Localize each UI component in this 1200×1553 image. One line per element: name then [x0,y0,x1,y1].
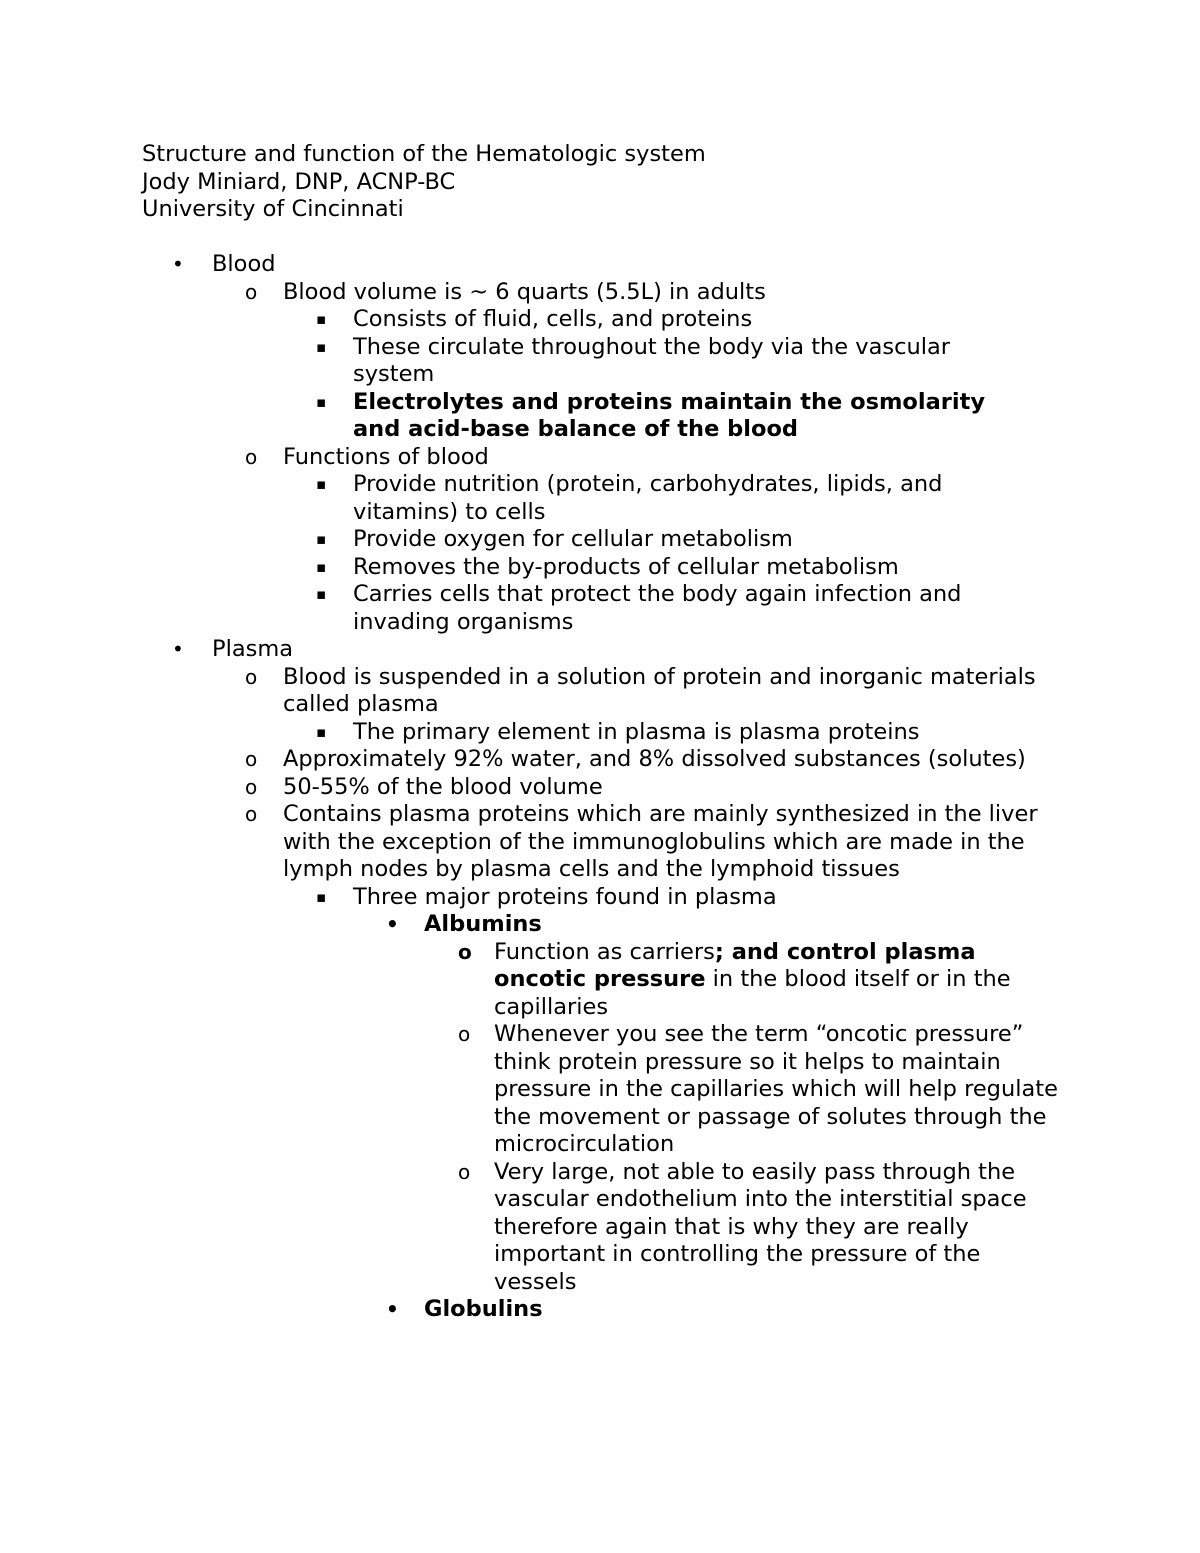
document-author: Jody Miniard, DNP, ACNP-BC [142,168,456,195]
list-item-three-major [0,884,1033,912]
list-item-text: Provide nutrition (protein, carbohydrates, lipids, and vitamins) to cells [353,471,943,525]
list-item-text: Approximately 92% water, and 8% dissolved substances (solutes) [283,746,1026,772]
square-bullet-icon: ▪ [316,310,327,328]
square-bullet-icon: ▪ [316,585,327,603]
list-item-primary-element [0,719,1033,747]
circle-bullet-icon: o [245,279,258,304]
list-item-infection [0,581,1033,636]
list-item-byproducts [0,554,1033,582]
square-bullet-icon: ▪ [316,530,327,548]
square-bullet-icon: ▪ [316,337,327,356]
list-item-text: Removes the by-products of cellular metabolism [353,553,899,580]
list-item-electrolytes [0,389,1033,444]
list-item-text: Very large, not able to easily pass through the vascular endothelium into the interstitial space therefore again that is why they are really important in controlling the pressure of the vessels [494,1158,1027,1295]
circle-bullet-icon: o [458,1159,471,1184]
circle-bullet-icon: o [458,1022,471,1046]
bullet-icon: • [386,1297,399,1321]
circle-bullet-icon: o [458,939,472,964]
list-item-circulate [0,334,1033,389]
list-item-text [494,939,1064,1022]
list-item-consists [0,306,1033,334]
list-item-functions-of-blood [0,444,1053,472]
document-title: Structure and function of the Hematologic system [142,141,706,167]
list-item-water [0,746,1053,774]
list-item-globulins [0,1296,1064,1324]
list-item-text: The primary element in plasma is plasma proteins [353,718,920,745]
document-institution: University of Cincinnati [142,196,404,222]
list-item-nutrition [0,471,1033,526]
square-bullet-icon: ▪ [316,887,327,906]
list-item-albumins [0,911,1064,939]
circle-bullet-icon: o [245,444,258,469]
carriers-text: Function as carriers [494,938,715,965]
list-item-text: Plasma [212,636,294,662]
bullet-icon: • [172,252,184,276]
list-item-plasma [0,636,1042,664]
circle-bullet-icon: o [245,774,258,799]
list-item-contains [0,801,1053,884]
list-item-blood [0,251,1042,279]
list-item-text: 50-55% of the blood volume [283,773,603,800]
carriers-rest-text: in the blood itself or in the capillaries [494,966,1011,1020]
list-item-oncotic [0,1021,1064,1159]
square-bullet-icon: ▪ [316,722,327,741]
circle-bullet-icon: o [245,747,258,771]
list-item-very-large [0,1159,1064,1297]
document-header [142,141,706,224]
list-item-text: Functions of blood [283,443,489,470]
circle-bullet-icon: o [245,802,258,826]
list-item-text: Three major proteins found in plasma [353,883,777,910]
list-item-text: Blood [212,251,276,277]
bullet-icon: • [172,637,184,661]
list-item-blood-volume [0,279,1053,307]
list-item-text: Blood is suspended in a solution of protein and inorganic materials called plasma [283,663,1036,717]
list-item-suspended [0,664,1053,719]
square-bullet-icon: ▪ [316,475,327,493]
list-item-oxygen [0,526,1033,554]
list-item-text: Provide oxygen for cellular metabolism [353,526,793,552]
bullet-icon: • [386,912,399,936]
list-item-text-bold: Globulins [424,1296,543,1322]
list-item-text: Blood volume is ~ 6 quarts (5.5L) in adults [283,278,766,305]
square-bullet-icon: ▪ [316,392,327,411]
carriers-bold-text: ; and control plasma oncotic pressure [494,938,976,992]
outline [0,251,1200,1324]
list-item-carriers [0,939,1064,1022]
list-item-text: Contains plasma proteins which are mainly synthesized in the liver with the exception of the immunoglobulins which are made in the lymph nodes by plasma cells and the lymphoid tissues [283,801,1038,882]
list-item-text: Carries cells that protect the body again infection and invading organisms [353,581,962,635]
list-item-text-bold: Electrolytes and proteins maintain the osmolarity and acid-base balance of the blood [353,388,985,442]
list-item-text: These circulate throughout the body via the vascular system [353,333,951,387]
list-item-text-bold: Albumins [424,911,542,937]
list-item-volume-percent [0,774,1053,802]
list-item-text: Consists of fluid, cells, and proteins [353,306,753,332]
list-item-text: Whenever you see the term “oncotic pressure” think protein pressure so it helps to maintain pressure in the capillaries which will help regulate the movement or passage of solutes through the microcirculation [494,1021,1058,1157]
square-bullet-icon: ▪ [316,557,327,576]
circle-bullet-icon: o [245,664,258,689]
